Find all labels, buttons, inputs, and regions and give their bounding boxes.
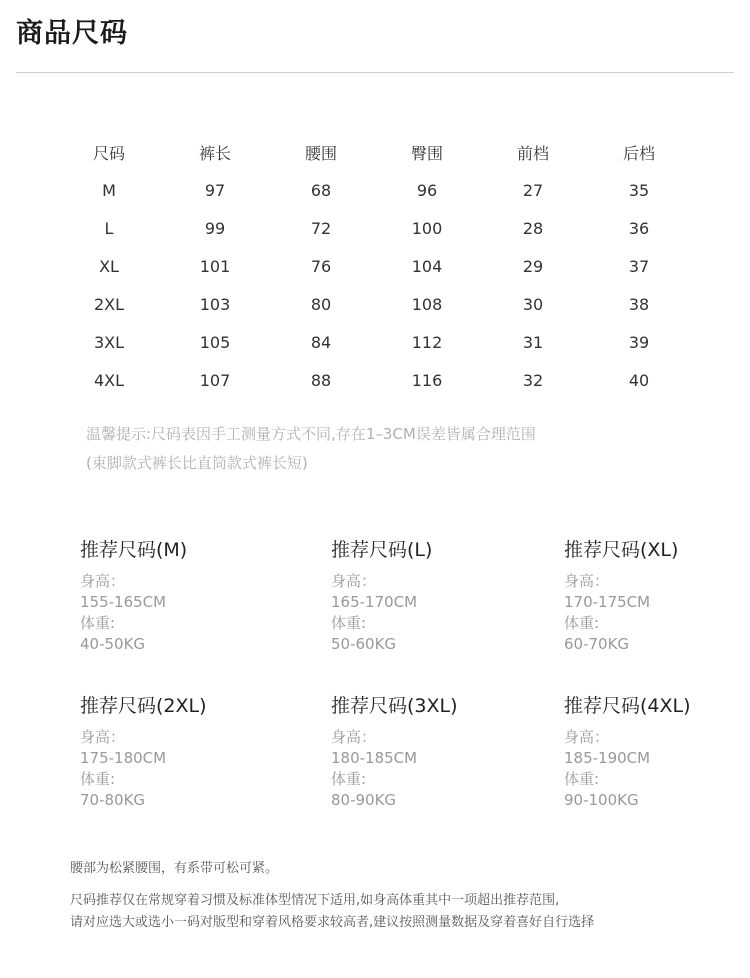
recommendation-card-3xl	[331, 693, 531, 811]
table-row	[56, 209, 692, 247]
weight-label: 体重:	[331, 614, 367, 632]
table-row	[56, 285, 692, 323]
column-header-size: 尺码	[92, 143, 125, 163]
table-cell: 37	[628, 256, 650, 276]
table-header-row	[56, 133, 692, 171]
table-cell: 27	[522, 180, 544, 200]
table-cell: 84	[310, 332, 332, 352]
table-cell: 40	[628, 370, 650, 390]
table-cell: M	[102, 180, 116, 200]
recommendation-card-2xl	[80, 693, 280, 811]
column-header-hip: 臀围	[410, 143, 443, 163]
table-cell: 76	[310, 256, 332, 276]
weight-label: 体重:	[564, 770, 600, 788]
table-cell: 2XL	[93, 294, 125, 314]
table-cell: 38	[628, 294, 650, 314]
recommendation-card-4xl	[564, 693, 750, 811]
table-cell: 68	[310, 180, 332, 200]
measurement-tip-line: (束脚款式裤长比直筒款式裤长短)	[86, 454, 308, 472]
height-label: 身高：	[331, 728, 377, 746]
height-value: 155-165CM	[80, 593, 167, 611]
weight-label: 体重:	[564, 614, 600, 632]
size-chart-table	[56, 133, 692, 399]
table-cell: 88	[310, 370, 332, 390]
recommendation-title: 推荐尺码(4XL)	[564, 695, 691, 717]
weight-value: 60-70KG	[564, 635, 630, 653]
table-cell: 104	[411, 256, 443, 276]
table-cell: 108	[411, 294, 443, 314]
table-cell: 103	[199, 294, 231, 314]
table-cell: 29	[522, 256, 544, 276]
height-label: 身高：	[331, 572, 377, 590]
table-cell: 3XL	[93, 332, 125, 352]
table-cell: 72	[310, 218, 332, 238]
column-header-front-rise: 前档	[516, 143, 549, 163]
table-cell: 105	[199, 332, 231, 352]
waist-note: 腰部为松紧腰围，有系带可松可紧。	[70, 861, 279, 876]
disclaimer-line: 请对应选大或选小一码对版型和穿着风格要求较高者,建议按照测量数据及穿着喜好自行选择	[70, 915, 595, 930]
recommendation-card-xl	[564, 537, 750, 655]
table-cell: 30	[522, 294, 544, 314]
weight-value: 50-60KG	[331, 635, 397, 653]
weight-label: 体重:	[80, 614, 116, 632]
table-row	[56, 171, 692, 209]
table-cell: 80	[310, 294, 332, 314]
measurement-tips	[86, 420, 536, 478]
height-value: 180-185CM	[331, 749, 418, 767]
height-label: 身高：	[80, 572, 126, 590]
table-cell: 39	[628, 332, 650, 352]
disclaimer-line: 尺码推荐仅在常规穿着习惯及标准体型情况下适用,如身高体重其中一项超出推荐范围,	[70, 893, 560, 908]
recommendation-title: 推荐尺码(3XL)	[331, 695, 458, 717]
recommendation-title: 推荐尺码(XL)	[564, 539, 679, 561]
table-cell: 36	[628, 218, 650, 238]
height-label: 身高：	[564, 728, 610, 746]
table-cell: 112	[411, 332, 443, 352]
table-cell: 97	[204, 180, 226, 200]
table-cell: 35	[628, 180, 650, 200]
height-value: 185-190CM	[564, 749, 651, 767]
title-divider	[16, 72, 734, 73]
table-cell: 96	[416, 180, 438, 200]
table-cell: 28	[522, 218, 544, 238]
column-header-length: 裤长	[198, 143, 231, 163]
table-row	[56, 323, 692, 361]
height-value: 170-175CM	[564, 593, 651, 611]
recommendation-title: 推荐尺码(2XL)	[80, 695, 207, 717]
measurement-tip-line: 温馨提示:尺码表因手工测量方式不同,存在1–3CM误差皆属合理范围	[86, 425, 536, 443]
weight-label: 体重:	[331, 770, 367, 788]
recommendation-title: 推荐尺码(L)	[331, 539, 433, 561]
weight-value: 70-80KG	[80, 791, 146, 809]
weight-value: 40-50KG	[80, 635, 146, 653]
height-label: 身高：	[80, 728, 126, 746]
recommendation-card-l	[331, 537, 531, 655]
table-cell: 4XL	[93, 370, 125, 390]
column-header-waist: 腰围	[304, 143, 337, 163]
table-cell: 100	[411, 218, 443, 238]
table-cell: 32	[522, 370, 544, 390]
column-header-back-rise: 后档	[622, 143, 655, 163]
recommendation-title: 推荐尺码(M)	[80, 539, 188, 561]
table-cell: XL	[99, 256, 119, 276]
table-cell: 101	[199, 256, 231, 276]
height-value: 165-170CM	[331, 593, 418, 611]
table-cell: 107	[199, 370, 231, 390]
table-row	[56, 247, 692, 285]
weight-value: 80-90KG	[331, 791, 397, 809]
height-value: 175-180CM	[80, 749, 167, 767]
recommendation-card-m	[80, 537, 280, 655]
weight-label: 体重:	[80, 770, 116, 788]
table-cell: 99	[204, 218, 226, 238]
page-title: 商品尺码	[16, 18, 128, 49]
table-cell: 116	[411, 370, 443, 390]
table-row	[56, 361, 692, 399]
height-label: 身高：	[564, 572, 610, 590]
table-cell: 31	[522, 332, 544, 352]
table-cell: L	[104, 218, 114, 238]
weight-value: 90-100KG	[564, 791, 639, 809]
